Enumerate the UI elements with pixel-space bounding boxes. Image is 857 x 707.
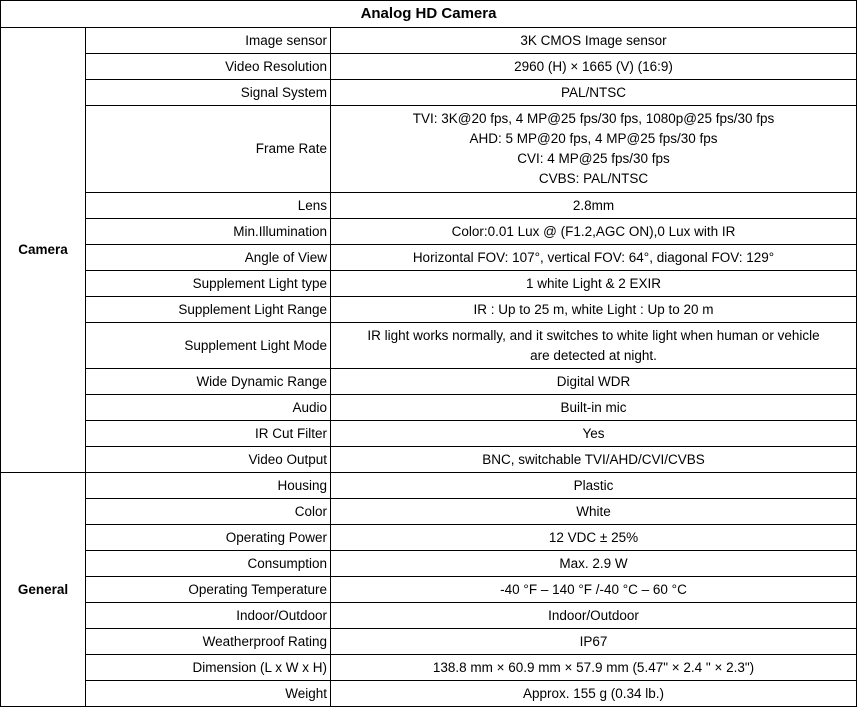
table-row — [1, 551, 857, 577]
table-title: Analog HD Camera — [1, 1, 857, 28]
spec-value — [331, 473, 857, 499]
table-row — [1, 603, 857, 629]
spec-value-line: IR light works normally, and it switches to white light when human or vehicle — [367, 327, 820, 343]
table-row — [1, 629, 857, 655]
spec-value-line: Built-in mic — [560, 399, 627, 415]
table-row — [1, 655, 857, 681]
spec-label: Supplement Light Mode — [86, 323, 331, 369]
spec-value — [331, 447, 857, 473]
spec-value — [331, 577, 857, 603]
spec-value-line: 3K CMOS Image sensor — [520, 32, 667, 48]
table-row — [1, 499, 857, 525]
table-row — [1, 271, 857, 297]
table-row — [1, 395, 857, 421]
table-row — [1, 106, 857, 193]
spec-value-line: PAL/NTSC — [560, 84, 626, 100]
spec-value-line: CVI: 4 MP@25 fps/30 fps — [517, 151, 670, 166]
spec-value — [331, 80, 857, 106]
spec-label: Weatherproof Rating — [86, 629, 331, 655]
spec-value-line: Horizontal FOV: 107°, vertical FOV: 64°, diagonal FOV: 129° — [412, 249, 775, 265]
spec-value-line: Digital WDR — [556, 373, 631, 389]
spec-value-line: 12 VDC ± 25% — [548, 529, 639, 545]
spec-value — [331, 681, 857, 707]
table-row — [1, 245, 857, 271]
spec-value-line: 1 white Light & 2 EXIR — [525, 275, 662, 291]
spec-label: Operating Power — [86, 525, 331, 551]
spec-label: Image sensor — [86, 28, 331, 54]
spec-label: Video Output — [86, 447, 331, 473]
spec-value-line: are detected at night. — [530, 347, 657, 363]
spec-value-line: Indoor/Outdoor — [548, 607, 639, 623]
spec-label: Wide Dynamic Range — [86, 369, 331, 395]
table-row — [1, 219, 857, 245]
spec-label: Weight — [86, 681, 331, 707]
spec-label: Operating Temperature — [86, 577, 331, 603]
spec-label: Dimension (L x W x H) — [86, 655, 331, 681]
table-row — [1, 54, 857, 80]
spec-label: Housing — [86, 473, 331, 499]
spec-value-line: Yes — [582, 425, 605, 441]
group-label-general: General — [1, 473, 86, 707]
spec-value — [331, 271, 857, 297]
spec-label: Lens — [86, 193, 331, 219]
spec-value — [331, 525, 857, 551]
spec-value-line: CVBS: PAL/NTSC — [538, 171, 649, 186]
spec-label: Video Resolution — [86, 54, 331, 80]
spec-value — [331, 193, 857, 219]
spec-label: Supplement Light type — [86, 271, 331, 297]
spec-value-line: 2.8mm — [572, 197, 615, 213]
spec-label: Audio — [86, 395, 331, 421]
spec-value — [331, 28, 857, 54]
title-row — [1, 1, 857, 28]
spec-value-line: AHD: 5 MP@20 fps, 4 MP@25 fps/30 fps — [469, 131, 718, 146]
spec-label: Min.Illumination — [86, 219, 331, 245]
spec-value-line: Plastic — [573, 477, 614, 493]
spec-value — [331, 551, 857, 577]
table-row — [1, 193, 857, 219]
spec-value — [331, 323, 857, 369]
spec-value-line: -40 °F – 140 °F /-40 °C – 60 °C — [500, 581, 687, 597]
spec-label: Angle of View — [86, 245, 331, 271]
spec-value-line: IP67 — [579, 633, 608, 649]
spec-value — [331, 54, 857, 80]
spec-value — [331, 499, 857, 525]
spec-value — [331, 421, 857, 447]
spec-value-line: TVI: 3K@20 fps, 4 MP@25 fps/30 fps, 1080p@25 fps/30 fps — [412, 111, 775, 126]
spec-value-line: 138.8 mm × 60.9 mm × 57.9 mm (5.47" × 2.4 " × 2.3") — [432, 659, 755, 675]
table-row — [1, 28, 857, 54]
spec-value-line: White — [576, 503, 611, 519]
spec-value-line: Color:0.01 Lux @ (F1.2,AGC ON),0 Lux with IR — [451, 223, 736, 239]
table-row — [1, 421, 857, 447]
spec-value — [331, 629, 857, 655]
table-row — [1, 323, 857, 369]
spec-label: IR Cut Filter — [86, 421, 331, 447]
spec-label: Signal System — [86, 80, 331, 106]
spec-value — [331, 245, 857, 271]
spec-value-line: IR : Up to 25 m, white Light : Up to 20 m — [473, 301, 714, 317]
spec-value-line: 2960 (H) × 1665 (V) (16:9) — [514, 58, 673, 74]
spec-value — [331, 655, 857, 681]
table-row — [1, 525, 857, 551]
spec-label: Consumption — [86, 551, 331, 577]
spec-label: Frame Rate — [86, 106, 331, 193]
table-row — [1, 681, 857, 707]
spec-value-line: Approx. 155 g (0.34 lb.) — [522, 685, 665, 701]
table-row — [1, 297, 857, 323]
table-row — [1, 473, 857, 499]
spec-value-line: BNC, switchable TVI/AHD/CVI/CVBS — [482, 451, 705, 467]
table-row — [1, 447, 857, 473]
table-row — [1, 80, 857, 106]
spec-value-line: Max. 2.9 W — [559, 555, 628, 571]
spec-value — [331, 106, 857, 193]
group-label-camera: Camera — [1, 28, 86, 473]
spec-label: Indoor/Outdoor — [86, 603, 331, 629]
spec-value — [331, 369, 857, 395]
spec-body — [1, 28, 857, 707]
table-row — [1, 369, 857, 395]
spec-label: Color — [86, 499, 331, 525]
table-row — [1, 577, 857, 603]
spec-value — [331, 395, 857, 421]
spec-value — [331, 603, 857, 629]
spec-value — [331, 219, 857, 245]
spec-label: Supplement Light Range — [86, 297, 331, 323]
spec-value — [331, 297, 857, 323]
